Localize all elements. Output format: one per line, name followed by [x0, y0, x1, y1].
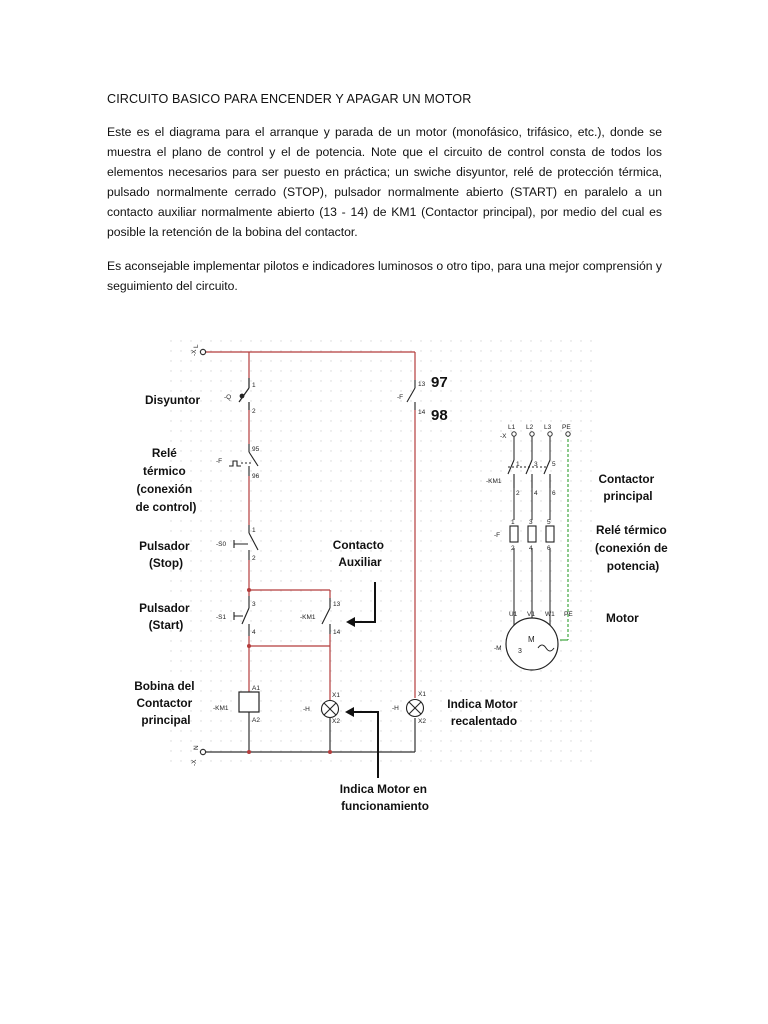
label-s1-4: 4: [252, 629, 256, 636]
label-pw-f6: 6: [547, 545, 551, 552]
label-rele-termico-control: Relé térmico (conexión de control): [135, 446, 197, 514]
motor-symbol: [506, 618, 558, 670]
label-95: 95: [252, 446, 260, 453]
label-motor-3: 3: [518, 648, 522, 655]
label-coil: -KM1: [213, 705, 229, 712]
label-disyuntor: Disyuntor: [145, 393, 201, 407]
label-pw-f1: 1: [511, 519, 515, 526]
label-pulsador-stop: Pulsador (Stop): [139, 539, 190, 570]
label-rele-termico-potencia: Relé térmico (conexión de potencia): [594, 523, 668, 573]
label-l2: L2: [526, 424, 534, 431]
label-pw-k6: 6: [552, 490, 556, 497]
label-pe2: PE: [564, 611, 573, 618]
supply-terminal-l: [200, 349, 205, 354]
label-pw-k5: 5: [552, 461, 556, 468]
paragraph-intro: Este es el diagrama para el arranque y parada de un motor (monofásico, trifásico, etc.), donde se muestra el plano de control y el de potencia. Note que el circuito de control consta de todos los elementos necesarios para ser puesto en práctica; un swiche disyuntor, relé de protección térmica, pulsado normalmente cerrado (STOP), pulsador normalmente abierto (START) en paralelo a un contacto auxiliar normalmente abierto (13 - 14) de KM1 (Contactor principal), por medio del cual es posible la retención de la bobina del contactor.: [107, 125, 662, 239]
label-indica-recalentado: Indica Motor recalentado: [447, 697, 518, 728]
label-contacto-auxiliar: Contacto Auxiliar: [332, 538, 384, 569]
label-u1: U1: [509, 611, 518, 618]
label-x-bottom: -X: [191, 759, 198, 766]
paragraph-advice: Es aconsejable implementar pilotos e indicadores luminosos o otro tipo, para una mejor comprensión y seguimiento del circuito.: [107, 259, 662, 293]
coil-symbol: [239, 692, 259, 712]
label-s1-3: 3: [252, 601, 256, 608]
label-pw-f3: 3: [529, 519, 533, 526]
lamp-running-symbol: [322, 701, 339, 718]
label-km1-aux: -KM1: [300, 614, 316, 621]
label-contactor-principal: Contactor principal: [598, 472, 655, 503]
label-pw-km1: -KM1: [486, 478, 502, 485]
label-pulsador-start: Pulsador (Start): [139, 601, 190, 632]
label-l: L: [193, 344, 200, 348]
label-pw-k3: 3: [534, 461, 538, 468]
supply-terminal-n: [200, 749, 205, 754]
label-h1-x1: X1: [332, 692, 340, 699]
label-pw-k4: 4: [534, 490, 538, 497]
label-pw-f: -F: [494, 532, 501, 539]
label-v1: V1: [527, 611, 535, 618]
label-h2-x2: X2: [418, 718, 426, 725]
label-14: 14: [333, 629, 341, 636]
label-q-1: 1: [252, 382, 256, 389]
label-motor-m: M: [528, 635, 535, 644]
label-pw-f2: 2: [511, 545, 515, 552]
label-f2-14: 14: [418, 409, 426, 416]
label-96: 96: [252, 473, 260, 480]
label-pw-x: -X: [500, 433, 507, 440]
label-a2: A2: [252, 717, 260, 724]
label-q: -Q: [224, 394, 232, 401]
label-s0: -S0: [216, 541, 227, 548]
label-pw-f5: 5: [547, 519, 551, 526]
label-13: 13: [333, 601, 341, 608]
label-n: N: [193, 745, 200, 750]
label-h1-x2: X2: [332, 718, 340, 725]
label-a1: A1: [252, 685, 260, 692]
label-f2: -F: [397, 394, 404, 401]
label-s0-2: 2: [252, 555, 256, 562]
document-title: CIRCUITO BASICO PARA ENCENDER Y APAGAR UN MOTOR: [107, 92, 472, 106]
label-pw-k2: 2: [516, 490, 520, 497]
label-h1: -H: [303, 706, 310, 713]
label-f: -F: [216, 458, 223, 465]
label-w1: W1: [545, 611, 555, 618]
label-98: 98: [431, 407, 448, 424]
label-pe: PE: [562, 424, 571, 431]
lamp-overheat-symbol: [407, 700, 424, 717]
label-h2: -H: [392, 705, 399, 712]
label-pw-f4: 4: [529, 545, 533, 552]
label-h2-x1: X1: [418, 691, 426, 698]
label-pw-k1: 1: [516, 461, 520, 468]
label-s1: -S1: [216, 614, 227, 621]
power-thermal-relays: [510, 526, 554, 542]
label-97: 97: [431, 374, 448, 391]
label-s0-1: 1: [252, 527, 256, 534]
label-pw-m-tag: -M: [494, 645, 502, 652]
label-f2-13: 13: [418, 381, 426, 388]
label-q-2: 2: [252, 408, 256, 415]
label-l1: L1: [508, 424, 516, 431]
label-bobina: Bobina del Contactor principal: [134, 679, 195, 727]
label-l3: L3: [544, 424, 552, 431]
label-motor: Motor: [606, 611, 639, 625]
label-indica-funcionamiento: Indica Motor en funcionamiento: [339, 782, 429, 813]
label-x-top: -X: [191, 349, 198, 356]
